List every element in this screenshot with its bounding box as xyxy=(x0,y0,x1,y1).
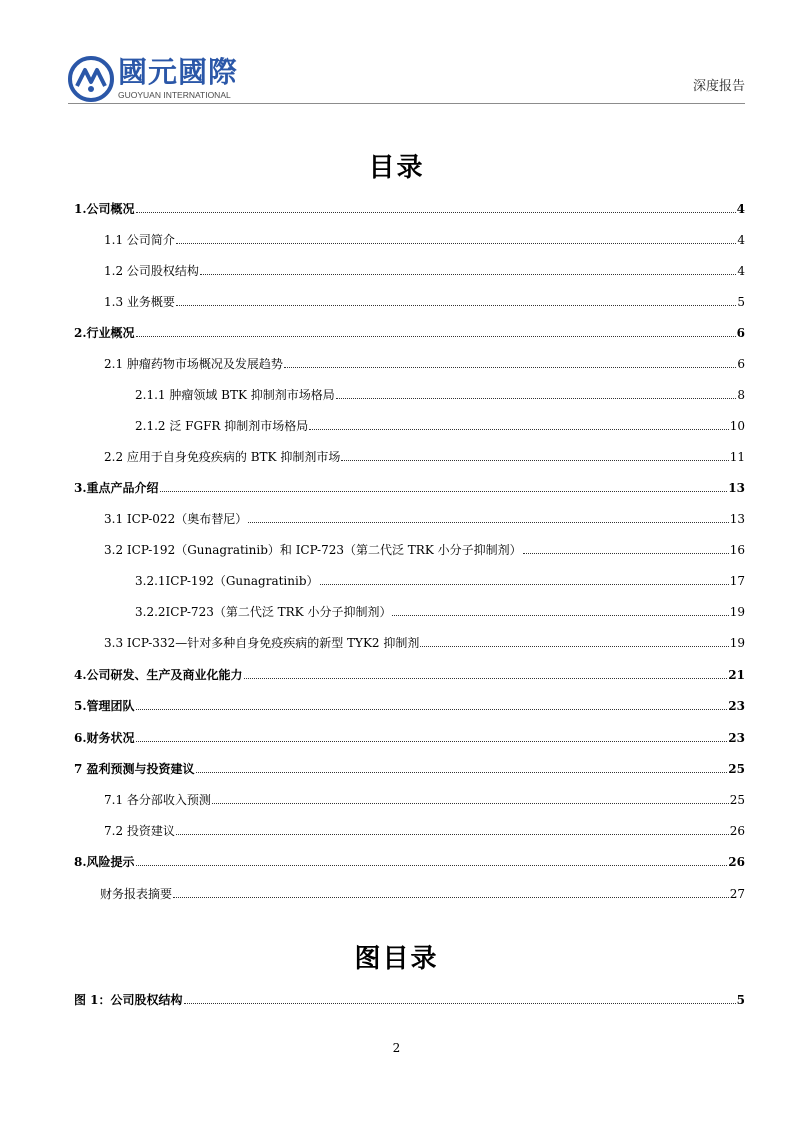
toc-entry-text: 3.2 ICP-192（Gunagratinib）和 ICP-723（第二代泛 TRK 小分子抑制剂） xyxy=(104,543,522,557)
toc-entry-text: 7.2 投资建议 xyxy=(104,824,175,838)
toc-entry[interactable] xyxy=(74,729,745,745)
toc-entry-text: 1.公司概况 xyxy=(74,202,135,216)
toc-entry[interactable] xyxy=(135,417,745,433)
toc-entry-text: 财务报表摘要 xyxy=(100,887,173,901)
toc-leader xyxy=(176,243,736,244)
toc-leader xyxy=(176,305,736,306)
toc-entry-text: 2.1.1 肿瘤领域 BTK 抑制剂市场格局 xyxy=(135,388,335,402)
toc-entry[interactable] xyxy=(104,355,745,371)
toc-leader xyxy=(136,709,728,710)
logo-english-name: GUOYUAN INTERNATIONAL xyxy=(118,90,231,100)
toc-leader xyxy=(336,398,737,399)
toc-leader xyxy=(309,429,728,430)
toc-leader xyxy=(200,274,736,275)
toc-leader xyxy=(284,367,736,368)
toc-entry-text: 2.行业概况 xyxy=(74,326,135,340)
toc-entry-page: 13 xyxy=(728,481,745,495)
toc-entry-page: 6 xyxy=(736,326,745,340)
toc-entry-page: 23 xyxy=(728,699,745,713)
toc-entry-page: 4 xyxy=(737,233,745,247)
toc-leader xyxy=(248,522,729,523)
guoyuan-logo-icon xyxy=(68,56,114,102)
toc-leader xyxy=(136,212,736,213)
toc-entry[interactable] xyxy=(135,603,745,619)
logo-chinese-name: 國元國際 xyxy=(118,55,239,89)
toc-leader xyxy=(523,553,729,554)
toc-leader xyxy=(420,646,728,647)
toc-entry[interactable] xyxy=(74,200,745,216)
toc-entry-text: 3.3 ICP-332—针对多种自身免疫疾病的新型 TYK2 抑制剂 xyxy=(104,636,420,650)
toc-leader xyxy=(341,460,728,461)
toc-entry[interactable] xyxy=(100,885,745,901)
toc-entry[interactable] xyxy=(74,853,745,869)
toc-entry-text: 1.1 公司简介 xyxy=(104,233,175,247)
toc-leader xyxy=(136,741,728,742)
toc-entry-page: 27 xyxy=(729,887,745,901)
figure-entry-page: 5 xyxy=(736,993,745,1007)
toc-entry-page: 10 xyxy=(729,419,745,433)
page-number: 2 xyxy=(392,1041,401,1055)
toc-entry[interactable] xyxy=(104,541,745,557)
toc-entry[interactable] xyxy=(104,448,745,464)
figure-entry-text: 图 1：公司股权结构 xyxy=(74,993,183,1007)
toc-entry-page: 19 xyxy=(729,636,745,650)
toc-entry-text: 1.2 公司股权结构 xyxy=(104,264,199,278)
toc-entry-text: 7.1 各分部收入预测 xyxy=(104,793,211,807)
toc-entry-text: 1.3 业务概要 xyxy=(104,295,175,309)
figure-entry[interactable] xyxy=(74,991,745,1007)
toc-entry-page: 23 xyxy=(728,731,745,745)
toc-entry[interactable] xyxy=(104,791,745,807)
toc-entry[interactable] xyxy=(74,324,745,340)
toc-entry[interactable] xyxy=(74,666,745,682)
toc-leader xyxy=(392,615,728,616)
toc-entry-text: 4.公司研发、生产及商业化能力 xyxy=(74,668,243,682)
toc-entry-text: 6.财务状况 xyxy=(74,731,135,745)
toc-entry-page: 13 xyxy=(729,512,745,526)
toc-entry[interactable] xyxy=(74,479,745,495)
toc-title: 目录 xyxy=(368,153,425,183)
figure-leader xyxy=(184,1003,736,1004)
toc-entry-text: 7 盈利预测与投资建议 xyxy=(74,762,195,776)
toc-entry-text: 2.1 肿瘤药物市场概况及发展趋势 xyxy=(104,357,283,371)
toc-entry[interactable] xyxy=(104,510,745,526)
toc-leader xyxy=(212,803,729,804)
page-header xyxy=(0,0,793,110)
toc-entry-page: 19 xyxy=(729,605,745,619)
toc-entry[interactable] xyxy=(104,262,745,278)
report-type-label: 深度报告 xyxy=(692,79,745,94)
toc-leader xyxy=(173,897,729,898)
toc-entry-text: 5.管理团队 xyxy=(74,699,135,713)
toc-leader xyxy=(196,772,728,773)
toc-leader xyxy=(244,678,728,679)
toc-entry-page: 5 xyxy=(737,295,745,309)
toc-entry-text: 3.2.1ICP-192（Gunagratinib） xyxy=(135,574,319,588)
toc-entry[interactable] xyxy=(74,760,745,776)
toc-entry[interactable] xyxy=(135,572,745,588)
toc-entry-text: 3.2.2ICP-723（第二代泛 TRK 小分子抑制剂） xyxy=(135,605,392,619)
figure-list-title: 图目录 xyxy=(354,944,439,974)
toc-entry[interactable] xyxy=(104,634,745,650)
toc-entry-page: 4 xyxy=(737,264,745,278)
toc-entry-page: 4 xyxy=(736,202,745,216)
toc-entry-page: 6 xyxy=(737,357,745,371)
toc-entry-page: 8 xyxy=(737,388,745,402)
toc-entry-text: 2.1.2 泛 FGFR 抑制剂市场格局 xyxy=(135,419,309,433)
toc-entry-page: 17 xyxy=(729,574,745,588)
toc-entry-page: 25 xyxy=(729,793,745,807)
toc-entry[interactable] xyxy=(104,293,745,309)
toc-entry-page: 25 xyxy=(728,762,745,776)
toc-leader xyxy=(136,336,736,337)
toc-entry-page: 16 xyxy=(729,543,745,557)
toc-entry[interactable] xyxy=(104,231,745,247)
company-logo xyxy=(68,56,243,102)
toc-entry[interactable] xyxy=(74,697,745,713)
toc-entry-page: 26 xyxy=(728,855,745,869)
toc-leader xyxy=(176,834,729,835)
toc-entry-page: 26 xyxy=(729,824,745,838)
toc-leader xyxy=(320,584,729,585)
header-divider xyxy=(68,103,745,104)
toc-entry-text: 3.重点产品介绍 xyxy=(74,481,159,495)
toc-entry[interactable] xyxy=(104,822,745,838)
toc-leader xyxy=(136,865,728,866)
toc-entry-text: 8.风险提示 xyxy=(74,855,135,869)
toc-leader xyxy=(160,491,728,492)
toc-entry[interactable] xyxy=(135,386,745,402)
toc-entry-page: 11 xyxy=(729,450,745,464)
toc-entry-text: 3.1 ICP-022（奥布替尼） xyxy=(104,512,248,526)
toc-entry-text: 2.2 应用于自身免疫疾病的 BTK 抑制剂市场 xyxy=(104,450,341,464)
toc-entry-page: 21 xyxy=(728,668,745,682)
